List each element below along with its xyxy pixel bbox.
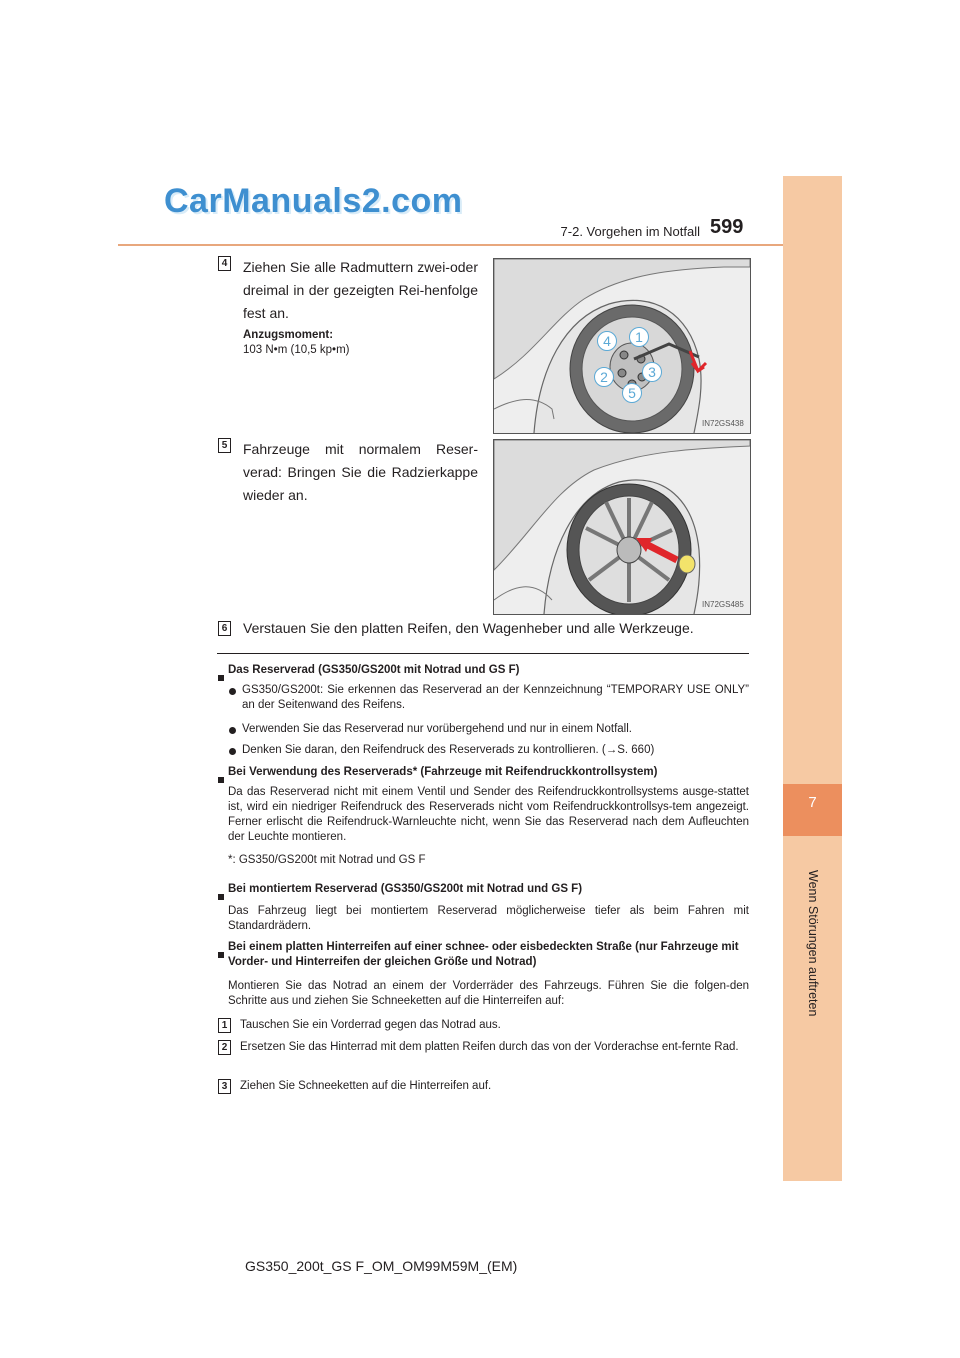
note-4-text: Montieren Sie das Notrad an einem der Vorderräder des Fahrzeugs. Führen Sie die folgen-den Schritte aus und ziehen Sie Schneeketten auf die Hinterreifen auf: — [228, 980, 749, 1007]
note-3-text: Das Fahrzeug liegt bei montiertem Reserverad möglicherweise tiefer als beim Fahren mit Standardrädern. — [228, 905, 749, 932]
step-number-5: 5 — [218, 438, 231, 453]
section-rule — [217, 653, 749, 654]
note-2-heading: Bei Verwendung des Reserverads* (Fahrzeuge mit Reifendruckkontrollsystem) — [228, 766, 658, 778]
step-number-6: 6 — [218, 621, 231, 636]
note-3-marker — [218, 887, 224, 905]
note-1-bullet-1: GS350/GS200t: Sie erkennen das Reserverad an der Kennzeichnung “TEMPORARY USE ONLY” an der Seitenwand des Reifens. — [242, 684, 749, 711]
note-1-bullet-2: Verwenden Sie das Reserverad nur vorübergehend und nur in einem Notfall. — [242, 723, 632, 735]
bullet-dot — [229, 688, 236, 695]
note-1-marker — [218, 668, 224, 686]
note-1-bullet-3: Denken Sie daran, den Reifendruck des Reserverads zu kontrollieren. (→S. 660) — [242, 744, 655, 756]
watermark-logo: CarManuals2.com — [164, 182, 463, 220]
substep-number-3: 3 — [218, 1079, 231, 1094]
header-rule — [118, 244, 783, 246]
document-code: GS350_200t_GS F_OM_OM99M59M_(EM) — [245, 1258, 518, 1274]
figure-lug-nut-tightening — [493, 258, 751, 434]
chapter-number: 7 — [808, 794, 817, 811]
figure-wheel-cap — [493, 439, 751, 615]
callout-1: 1 — [629, 327, 649, 347]
figure-code: IN72GS438 — [702, 419, 744, 428]
step-6-text: Verstauen Sie den platten Reifen, den Wagenheber und alle Werkzeuge. — [243, 620, 694, 636]
step-4-text: Ziehen Sie alle Radmuttern zwei-oder dreimal in der gezeigten Rei-henfolge fest an. — [243, 259, 478, 321]
note-4-heading: Bei einem platten Hinterreifen auf einer schnee- oder eisbedeckten Straße (nur Fahrzeuge mit Vorder- und Hinterreifen der gleichen Größe und Notrad) — [228, 941, 739, 968]
callout-2: 2 — [594, 367, 614, 387]
torque-label: Anzugsmoment: — [243, 329, 334, 341]
wheel-cap-illustration — [494, 440, 750, 614]
callout-5: 5 — [622, 383, 642, 403]
bullet-dot — [229, 727, 236, 734]
substep-number-1: 1 — [218, 1018, 231, 1033]
section-title: 7-2. Vorgehen im Notfall — [560, 224, 700, 239]
step-5-text: Fahrzeuge mit normalem Reser-verad: Bringen Sie die Radzierkappe wieder an. — [243, 441, 478, 503]
page-number: 599 — [710, 216, 744, 238]
substep-3-text: Ziehen Sie Schneeketten auf die Hinterreifen auf. — [240, 1080, 492, 1092]
step-number-4: 4 — [218, 256, 231, 271]
chapter-title-wrap — [800, 840, 826, 1170]
note-2-footnote: *: GS350/GS200t mit Notrad und GS F — [228, 854, 426, 866]
callout-4: 4 — [597, 331, 617, 351]
bullet-dot — [229, 748, 236, 755]
note-2-text: Da das Reserverad nicht mit einem Ventil und Sender des Reifendruckkontrollsystems ausge-stattet ist, wird ein niedriger Reifendruck des Reserverads nicht vom Reifendruckkontrollsys-tem angezeigt. Ferner erlischt die Reifendruck-Warnleuchte nicht, wenn Sie das Reserverad nach dem Aufleuchten der Leuchte montieren. — [228, 786, 749, 843]
note-2-marker — [218, 770, 224, 788]
figure-code: IN72GS485 — [702, 600, 744, 609]
substep-2-text: Ersetzen Sie das Hinterrad mit dem platten Reifen durch das von der Vorderachse ent-fernte Rad. — [240, 1041, 739, 1053]
callout-3: 3 — [642, 362, 662, 382]
note-1-heading: Das Reserverad (GS350/GS200t mit Notrad und GS F) — [228, 664, 520, 676]
wheel-lug-illustration — [494, 259, 750, 433]
torque-value: 103 N•m (10,5 kp•m) — [243, 344, 350, 356]
note-4-marker — [218, 945, 224, 963]
chapter-title: Wenn Störungen auftreten — [806, 870, 820, 1017]
note-3-heading: Bei montiertem Reserverad (GS350/GS200t mit Notrad und GS F) — [228, 883, 583, 895]
substep-1-text: Tauschen Sie ein Vorderrad gegen das Notrad aus. — [240, 1019, 501, 1031]
substep-number-2: 2 — [218, 1040, 231, 1055]
